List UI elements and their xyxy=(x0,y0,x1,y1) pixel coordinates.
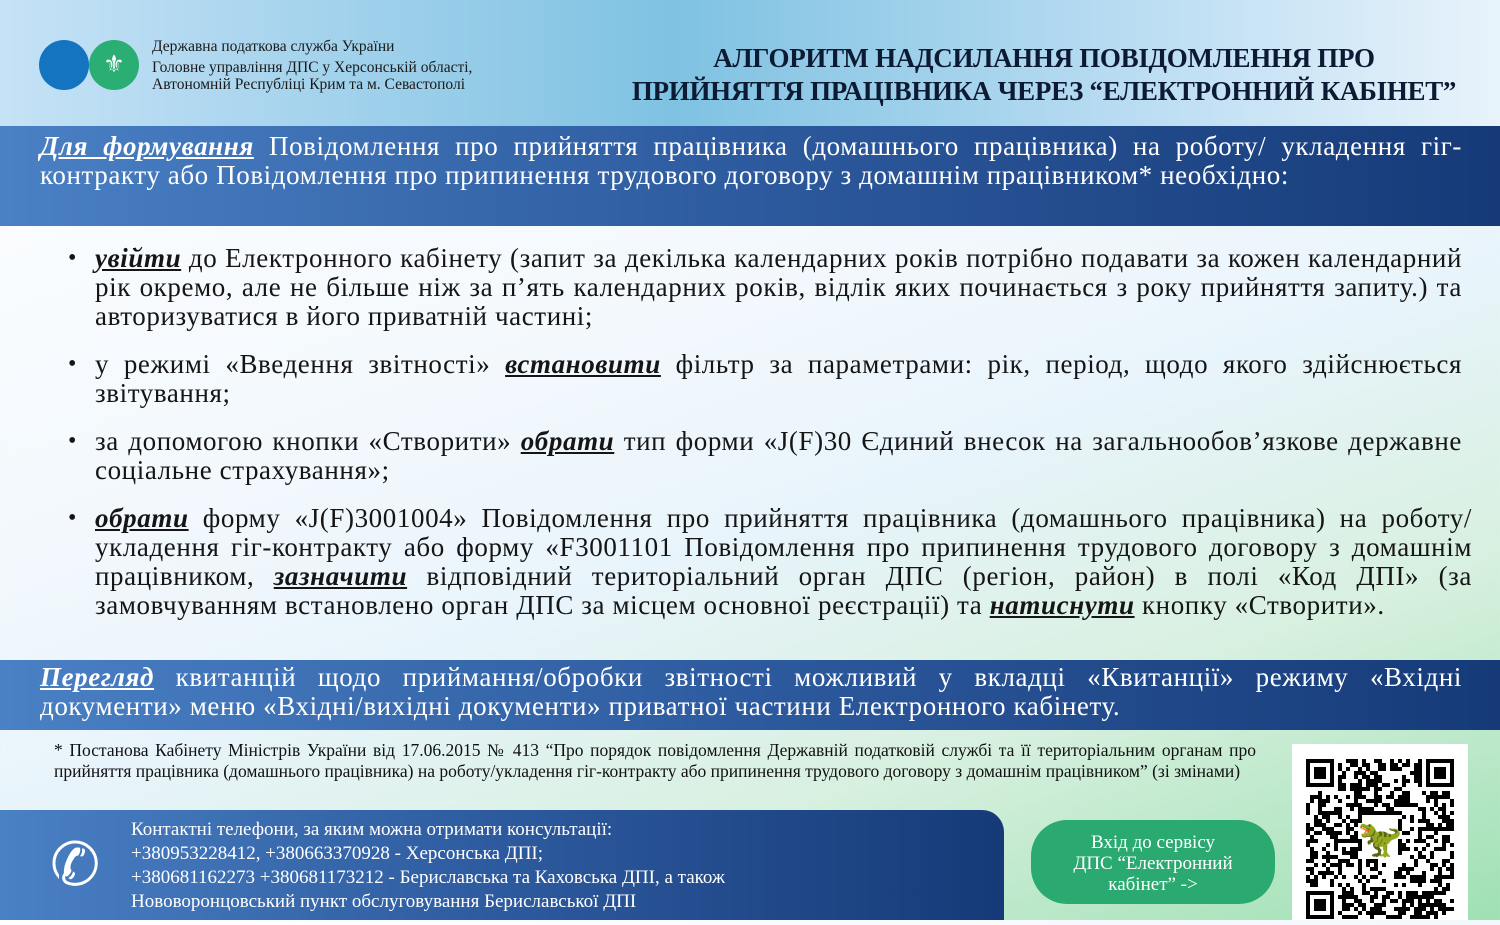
org-line: Державна податкова служба України xyxy=(152,38,395,55)
button-line: кабінет” -> xyxy=(1108,874,1198,895)
bullet: • xyxy=(68,428,78,454)
list-item xyxy=(68,350,1472,408)
step-text: фільтр за параметрами: рік, період, щодо якого здійснюється звітування; xyxy=(95,349,1463,408)
step-text: форму «J(F)3001004» Повідомлення про прийняття працівника (домашнього працівника) на роботу/укладення гіг-контракту або форму «F3001101 Повідомлення про припинення трудового договору з домашнім працівником, xyxy=(95,503,1472,591)
bullet: • xyxy=(68,245,78,271)
step-emphasis: зазначити xyxy=(273,561,408,591)
qr-code-image xyxy=(1306,758,1454,920)
phone-icon: ✆ xyxy=(50,832,101,898)
list-item xyxy=(68,427,1472,485)
review-emphasis: Перегляд xyxy=(40,662,155,692)
org-line: Головне управління ДПС у Херсонській області, xyxy=(152,59,473,76)
button-line: ДПС “Електронний xyxy=(1073,853,1233,874)
contact-line: +380953228412, +380663370928 - Херсонська ДПІ; xyxy=(131,843,544,864)
intro-text: Повідомлення про прийняття працівника (домашнього працівника) на роботу/ укладення гіг-контракту або Повідомлення про припинення трудового договору з домашнім працівником* необхідно: xyxy=(40,131,1462,190)
list-item xyxy=(68,504,1472,620)
svg-text:🦖: 🦖 xyxy=(1357,819,1403,859)
contacts-box xyxy=(0,810,1004,920)
contact-line: Нововоронцовський пункт обслуговування Бериславської ДПІ xyxy=(131,891,637,912)
organization-name xyxy=(152,38,472,93)
contact-line: +380681162273 +380681173212 - Бериславська та Каховська ДПІ, а також xyxy=(131,867,726,888)
button-line: Вхід до сервісу xyxy=(1090,832,1216,853)
intro-emphasis: Для формування xyxy=(40,131,254,161)
review-text: квитанцій щодо приймання/обробки звітності можливий у вкладці «Квитанції» режиму «Вхідні документи» меню «Вхідні/вихідні документи» приватної частини Електронного кабінету. xyxy=(40,662,1462,721)
step-text: відповідний територіальний орган ДПС (регіон, район) в полі «Код ДПІ» (за замовчуванням встановлено орган ДПС за місцем основної реєстрації) та xyxy=(95,561,1473,620)
review-banner xyxy=(0,660,1500,730)
step-text: у режимі «Введення звітності» xyxy=(95,349,506,379)
step-text: кнопку «Створити». xyxy=(1134,590,1385,620)
trident-icon: ⚜ xyxy=(89,40,139,90)
intro-banner xyxy=(0,126,1500,226)
qr-code[interactable] xyxy=(1292,744,1468,920)
logo-blue-circle xyxy=(39,40,89,90)
step-emphasis: обрати xyxy=(95,503,189,533)
list-item xyxy=(68,244,1472,331)
title-line: АЛГОРИТМ НАДСИЛАННЯ ПОВІДОМЛЕННЯ ПРО xyxy=(713,43,1375,73)
contact-line: Контактні телефони, за яким можна отримати консультації: xyxy=(131,819,613,840)
step-emphasis: натиснути xyxy=(989,590,1135,620)
step-text: за допомогою кнопки «Створити» xyxy=(95,426,521,456)
org-line: Автономній Республіці Крим та м. Севастополі xyxy=(152,76,466,93)
bullet: • xyxy=(68,351,78,377)
step-emphasis: увійти xyxy=(95,243,182,273)
electronic-cabinet-button[interactable] xyxy=(1031,820,1275,904)
bullet: • xyxy=(68,505,78,531)
header xyxy=(0,0,1500,126)
step-text: до Електронного кабінету (запит за декілька календарних років потрібно подавати за кожен календарний рік окремо, але не більше ніж за п’ять календарних років, відлік яких починається з року прийняття запиту.) та авторизуватися в його приватній частині; xyxy=(95,243,1462,331)
step-emphasis: встановити xyxy=(505,349,661,379)
page-title xyxy=(604,42,1484,108)
title-line: ПРИЙНЯТТЯ ПРАЦІВНИКА ЧЕРЕЗ “ЕЛЕКТРОННИЙ КАБІНЕТ” xyxy=(631,76,1457,106)
step-text: тип форми «J(F)30 Єдиний внесок на загальнообов’язкове державне соціальне страхування»; xyxy=(95,426,1462,485)
step-emphasis: обрати xyxy=(520,426,615,456)
footnote: * Постанова Кабінету Міністрів України від 17.06.2015 № 413 “Про порядок повідомлення Державній податковій службі та її територіальним органам про прийняття працівника (домашнього працівника) на роботу/укладення гіг-контракту або припинення трудового договору з домашнім працівником” (зі змінами) xyxy=(54,740,1256,781)
steps-list xyxy=(68,244,1472,639)
